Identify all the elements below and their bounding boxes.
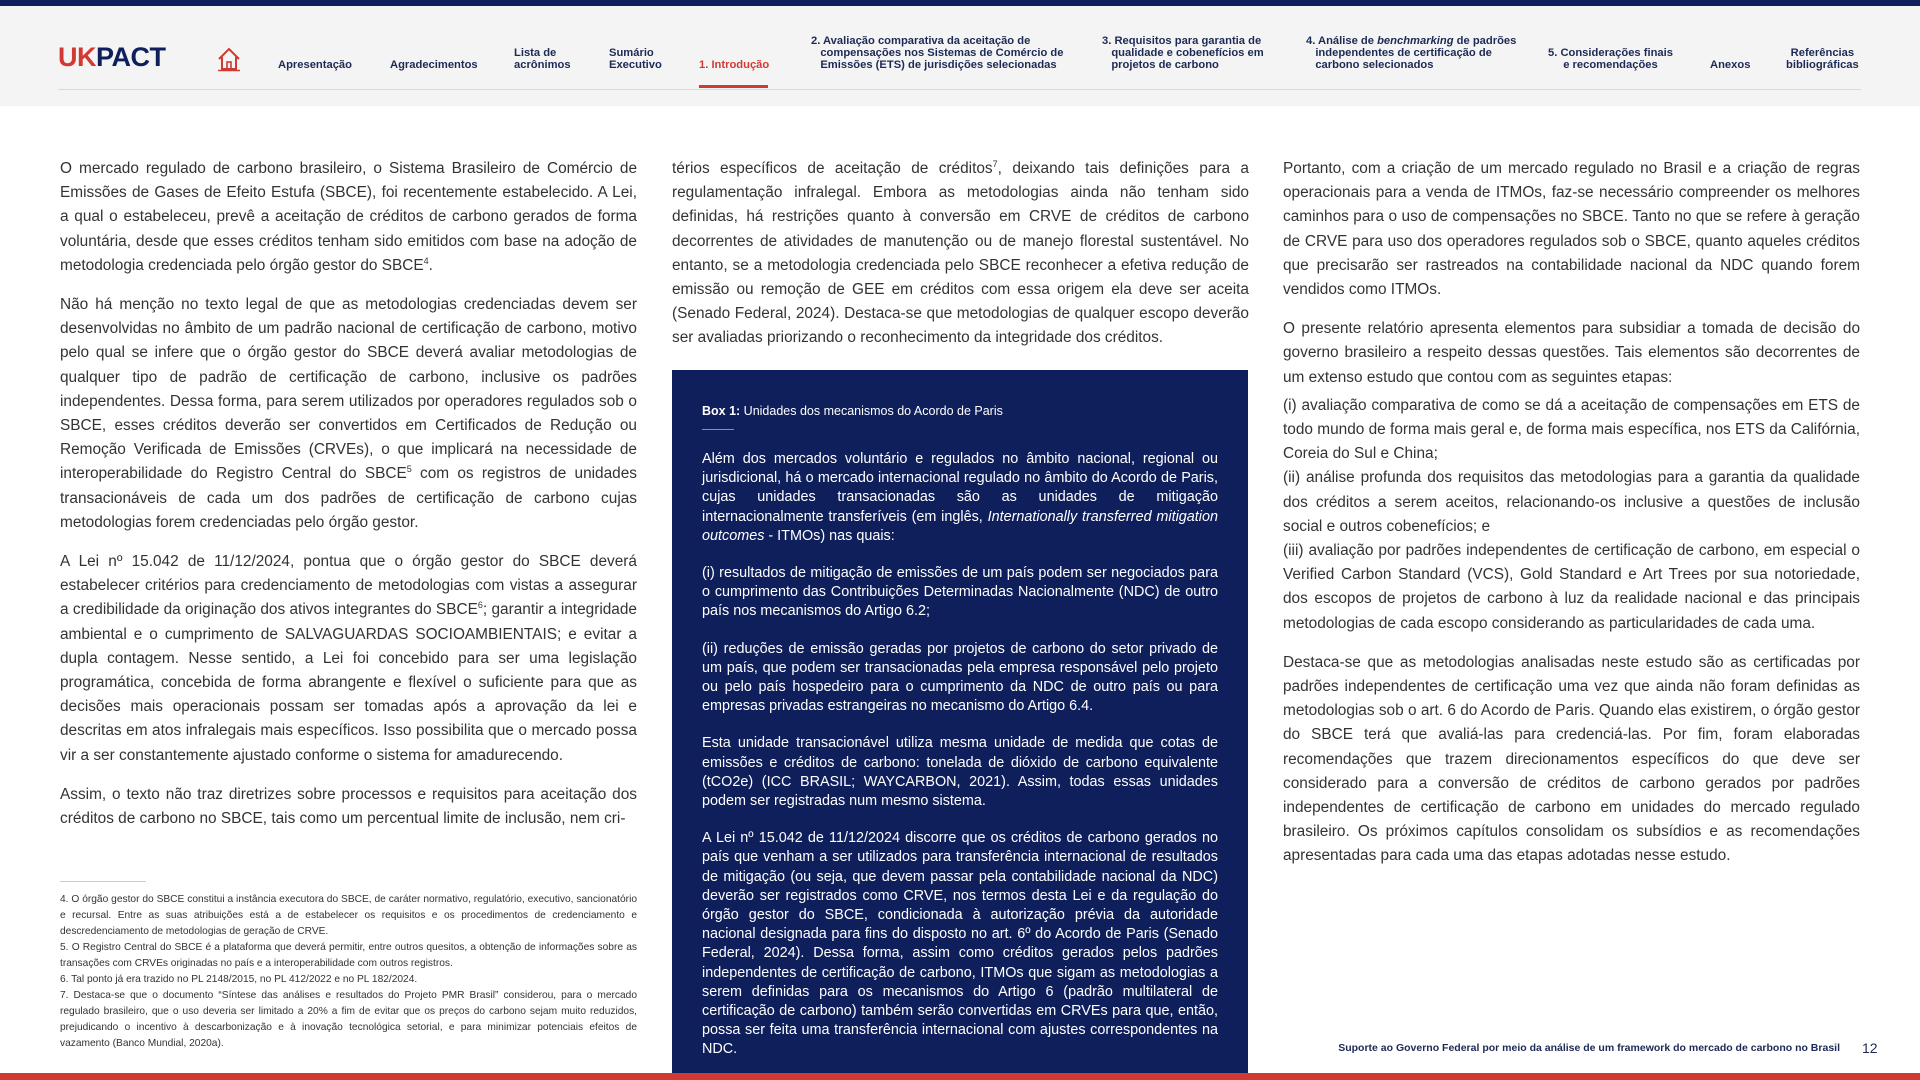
nav-consideracoes-finais[interactable]: 5. Considerações finais e recomendações [1548, 47, 1673, 71]
header [0, 6, 1920, 106]
nav-lista-acronimos[interactable]: Lista de acrônimos [514, 47, 571, 71]
middle-column [672, 157, 1249, 366]
nav-referencias[interactable]: Referências bibliográficas [1786, 47, 1859, 71]
footnote-5: 5. O Registro Central do SBCE é a plataforma que deverá permitir, entre outros quesitos, a obtenção de informações sobre as transações com CRVEs originadas no país e a interoperabilidade com outros registros. [60, 942, 637, 969]
paragraph: Não há menção no texto legal de que as metodologias credenciadas devem ser desenvolvidas no âmbito de um padrão nacional de certificação de carbono, motivo pelo qual se infere que o órgão gestor do SBCE deverá avaliar metodologias de qualquer tipo de padrão de certificação de carbono, inclusive os padrões independentes. Dessa forma, para serem utilizados por operadores regulados sob o SBCE, esses créditos deverão ser convertidos em Certificados de Redução ou Remoção Verificada de Emissões (CRVEs), o que implicará na necessidade de interoperabilidade do Registro Central do SBCE$^5$ com os registros de unidades transacionáveis de cada um dos padrões de certificação de carbono cujas metodologias forem credenciadas pelo órgão gestor. [60, 296, 637, 531]
home-icon[interactable] [216, 46, 242, 72]
info-box [672, 370, 1248, 1080]
nav-divider [58, 89, 1861, 90]
paragraph: Portanto, com a criação de um mercado regulado no Brasil e a criação de regras operacionais para a venda de ITMOs, faz-se necessário compreender os melhores caminhos para o uso de compensações no SBCE. Tanto no que se refere à geração de CRVE para uso dos operadores regulados sob o SBCE, quanto aqueles créditos que precisarão ser rastreados na contabilidade nacional da NDC quando forem vendidos como ITMOs. [1283, 160, 1860, 299]
box-title-underline [702, 429, 734, 430]
box-paragraph: (ii) reduções de emissão geradas por projetos de carbono do setor privado de um país, que podem ser transacionadas pela empresa responsável pelo projeto ou pelo país hospedeiro para o cumprimento da NDC de outro país ou para empresas privadas estrangeiras no mecanismo do Artigo 6.4. [702, 640, 1218, 715]
paragraph: O mercado regulado de carbono brasileiro, o Sistema Brasileiro de Comércio de Emissões de Gases de Efeito Estufa (SBCE), foi recentemente estabelecido. A Lei, a qual o estabeleceu, prevê a aceitação de créditos de carbono gerados de forma voluntária, desde que esses créditos tenham sido emitidos com base na adoção de metodologia credenciada pelo órgão gestor do SBCE$^4$. [60, 160, 637, 274]
footnote-7: 7. Destaca-se que o documento “Síntese das análises e resultados do Projeto PMR Brasil” considerou, para o mercado regulado brasileiro, que o uso deveria ser limitado a 20% a fim de evitar que os preços do carbono sejam muito reduzidos, prejudicando o incentivo à descarbonização e à inovação tecnológica setorial, e para minimizar potenciais efeitos de vazamento (Banco Mundial, 2020a). [60, 990, 637, 1049]
paragraph: A Lei nº 15.042 de 11/12/2024, pontua que o órgão gestor do SBCE deverá estabelecer critérios para credenciamento de metodologias com vistas a assegurar a credibilidade da originação dos ativos integrantes do SBCE$^6$; garantir a integridade ambiental e o cumprimento de SALVAGUARDAS SOCIOAMBIENTAIS; e evitar a dupla contagem. Nesse sentido, a Lei foi concebido para ser uma legislação programática, concebida de forma abrangente e flexível o suficiente para que as decisões mais operacionais possam ser tomadas após a aprovação da lei e descritas em atos infralegais mais específicos. Isso possibilita que o mercado possa vir a ser constantemente ajustado conforme o sistema for amadurecendo. [60, 553, 637, 764]
active-tab-indicator [699, 85, 768, 88]
paragraph: Destaca-se que as metodologias analisadas neste estudo são as certificadas por padrões independentes de certificação uma vez que ainda não foram definidas as metodologias sob o art. 6 do Acordo de Paris. Quando elas existirem, o órgão gestor do SBCE terá que avaliá-las para credenciá-las. Por fim, foram elaboradas recomendações que trazem direcionamentos específicos do que deve ser considerado para a conversão de créditos de carbono gerados por padrões independentes de certificação de carbono em unidades do mercado regulado brasileiro. Os próximos capítulos consolidam os subsídios e as recomendações apresentadas para cada uma das etapas adotadas nesse estudo. [1283, 653, 1860, 865]
bottom-accent-bar [0, 1073, 1920, 1080]
box-title: Box 1: Unidades dos mecanismos do Acordo de Paris [702, 404, 1003, 418]
paragraph: Assim, o texto não traz diretrizes sobre processos e requisitos para aceitação dos créditos de carbono no SBCE, tais como um percentual limite de inclusão, nem cri- [60, 785, 637, 828]
box-paragraph: Além dos mercados voluntário e regulados no âmbito nacional, regional ou jurisdicional, há o mercado internacional regulado no âmbito do Acordo de Paris, cujas unidades transacionadas são as unidades de mitigação internacionalmente transferíveis (em inglês, Internationally transferred mitigation outcomes - ITMOs) nas quais: [702, 451, 1218, 544]
paragraph: O presente relatório apresenta elementos para subsidiar a tomada de decisão do governo brasileiro a respeito dessas questões. Tais elementos são decorrentes de um extenso estudo que contou com as seguintes etapas: [1283, 320, 1860, 386]
list-item: (ii) análise profunda dos requisitos das metodologias para a garantia da qualidade dos créditos a serem aceitos, relacionando-os inclusive a questões de inclusão social e outros cobenefícios; e [1283, 469, 1860, 535]
nav-avaliacao-comparativa[interactable]: 2. Avaliação comparativa da aceitação de compensações nos Sistemas de Comércio de Emissões (ETS) de jurisdições selecionadas [811, 35, 1064, 71]
left-column [60, 157, 637, 846]
nav-requisitos[interactable]: 3. Requisitos para garantia de qualidade e cobenefícios em projetos de carbono [1102, 35, 1264, 71]
nav-agradecimentos[interactable]: Agradecimentos [390, 59, 478, 71]
list-item: (i) avaliação comparativa de como se dá a aceitação de compensações em ETS de todo mundo de forma mais geral e, de forma mais específica, nos ETS da Califórnia, Coreia do Sul e China; [1283, 396, 1860, 463]
nav-introducao[interactable]: 1. Introdução [699, 59, 770, 71]
page-number: 12 [1862, 1040, 1878, 1056]
box-paragraph: Esta unidade transacionável utiliza mesma unidade de medida que cotas de emissões e créditos de carbono: tonelada de dióxido de carbono equivalente (tCO2e) (ICC BRASIL; WAYCARBON, 2021). Assim, todas essas unidades podem ser registradas num mesmo sistema. [702, 735, 1218, 810]
nav-sumario-executivo[interactable]: Sumário Executivo [609, 47, 662, 71]
footnotes [60, 892, 637, 1052]
nav-anexos[interactable]: Anexos [1710, 59, 1751, 71]
footnote-6: 6. Tal ponto já era trazido no PL 2148/2015, no PL 412/2022 e no PL 182/2024. [60, 974, 418, 985]
box-paragraph: (i) resultados de mitigação de emissões de um país podem ser negociados para o cumprimento das Contribuições Determinadas Nacionalmente (NDC) de outro país nos mecanismos do Artigo 6.2; [702, 565, 1218, 620]
ukpact-logo[interactable]: UKPACT [58, 42, 166, 72]
footnote-divider [60, 881, 146, 882]
right-column [1283, 157, 1860, 884]
paragraph: térios específicos de aceitação de créditos$^7$, deixando tais definições para a regulamentação infralegal. Embora as metodologias ainda não tenham sido definidas, há restrições quanto à conversão em CRVE de créditos de carbono decorrentes de atividades de manutenção ou de manejo florestal sustentável. No entanto, se a metodologia credenciada pelo SBCE reconhecer a efetiva redução de emissão ou remoção de GEE em créditos com essa origem ela deve ser aceita (Senado Federal, 2024). Destaca-se que metodologias de qualquer escopo deverão ser avaliadas priorizando o reconhecimento da integridade dos créditos. [672, 158, 1249, 347]
nav-apresentacao[interactable]: Apresentação [278, 59, 352, 71]
list-item: (iii) avaliação por padrões independentes de certificação de carbono, em especial o Verified Carbon Standard (VCS), Gold Standard e Art Trees por sua notoriedade, dos escopos de projetos de carbono à luz da realidade nacional e das principais metodologias de cada escopo considerando as particularidades de cada uma. [1283, 542, 1860, 632]
footnote-4: 4. O órgão gestor do SBCE constitui a instância executora do SBCE, de caráter normativo, regulatório, executivo, sancionatório e recursal. Entre as suas atribuições está a de estabelecer os requisitos e os procedimentos de credenciamento e descredenciamento de metodologias de geração de CRVE. [60, 894, 637, 937]
box-paragraph: A Lei nº 15.042 de 11/12/2024 discorre que os créditos de carbono gerados no país que venham a ser utilizados para transferência internacional de resultados de mitigação (ou seja, que devem passar pela contabilidade nacional da NDC) deverão ser registrados como CRVE, nos termos desta Lei e da regulação do órgão gestor do SBCE, condicionada à autorização prévia da autoridade nacional designada para fins do disposto no art. 6º do Acordo de Paris (Senado Federal, 2024). Dessa forma, assim como créditos gerados pelos padrões independentes de certificação de carbono, ITMOs que sigam as metodologias a serem definidas para os mecanismos do Artigo 6 (padrão multilateral de certificação de carbono) também serão convertidas em CRVEs para que, então, possa ser feita uma transferência internacional com ajustes correspondentes na NDC. [702, 830, 1218, 1058]
footer-text: Suporte ao Governo Federal por meio da análise de um framework do mercado de carbono no Brasil [1338, 1042, 1840, 1054]
nav-analise-benchmarking[interactable]: 4. Análise de benchmarking de padrões independentes de certificação de carbono selecionados [1306, 35, 1517, 71]
